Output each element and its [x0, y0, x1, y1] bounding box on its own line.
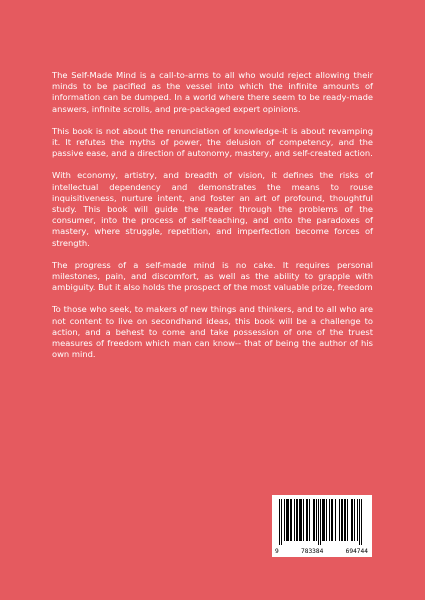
- blurb-paragraph-4: The progress of a self-made mind is no cake. It requires personal milestones, pain, and discomfort, as well as the ability to grapple with ambiguity. But it also holds the prospect of the most valuable prize, freedom: [52, 259, 373, 293]
- barcode-bar: [351, 499, 353, 541]
- barcode-bar: [339, 499, 340, 541]
- barcode-bar: [296, 499, 298, 541]
- barcode-bar: [318, 499, 319, 545]
- blurb-paragraph-2: This book is not about the renunciation of knowledge-it is about revamping it. It refutes the myths of power, the delusion of competency, and the passive ease, and a direction of autonomy, mastery, and self-created action.: [52, 125, 373, 159]
- barcode-bars: [277, 499, 367, 545]
- isbn-barcode: [272, 495, 372, 557]
- barcode-bar: [359, 499, 360, 545]
- barcode-right-group: 694744: [345, 548, 368, 555]
- barcode-lead-digit: 9: [275, 548, 279, 555]
- barcode-bar: [306, 499, 308, 541]
- barcode-bar: [313, 499, 315, 541]
- barcode-bar: [316, 499, 317, 541]
- cover-blurb: [52, 70, 373, 371]
- barcode-bar: [309, 499, 310, 541]
- barcode-bar: [290, 499, 292, 541]
- barcode-bar: [303, 499, 304, 541]
- blurb-paragraph-1: The Self-Made Mind is a call-to-arms to all who would reject allowing their minds to be pacified as the vessel into which the infinite amounts of information can be dumped. In a world where there seem to be ready-made answers, infinite scrolls, and pre-packaged expert opinions.: [52, 70, 373, 114]
- barcode-bar: [294, 499, 295, 541]
- barcode-bar: [335, 499, 336, 541]
- barcode-bar: [286, 499, 289, 541]
- barcode-bar: [354, 499, 355, 541]
- barcode-bar: [344, 499, 346, 541]
- barcode-bar: [279, 499, 280, 545]
- barcode-bar: [347, 499, 348, 541]
- barcode-digits: [272, 548, 372, 555]
- barcode-left-group: 783384: [301, 548, 324, 555]
- barcode-bar: [326, 499, 327, 541]
- barcode-bar: [329, 499, 330, 541]
- blurb-paragraph-3: With economy, artistry, and breadth of vision, it defines the risks of intellectual dependency and demonstrates the means to rouse inquisitiveness, nurture intent, and foster an art of profound, thoughtful study. This book will guide the reader through the problems of the consumer, into the process of self-teaching, and onto the paradoxes of mastery, where struggle, repetition, and imperfection become forces of strength.: [52, 170, 373, 248]
- blurb-paragraph-5: To those who seek, to makers of new things and thinkers, and to all who are not content to live on secondhand ideas, this book will be a challenge to action, and a behest to come and take possession of one of the truest measures of freedom which man can know-- that of being the author of his own mind.: [52, 304, 373, 360]
- barcode-bar: [284, 499, 285, 541]
- barcode-bar: [320, 499, 321, 545]
- barcode-bar: [357, 499, 358, 541]
- barcode-bar: [331, 499, 333, 541]
- barcode-bar: [281, 499, 282, 545]
- barcode-bar: [341, 499, 343, 541]
- barcode-bar: [299, 499, 302, 541]
- barcode-bar: [322, 499, 325, 541]
- barcode-bar: [361, 499, 362, 545]
